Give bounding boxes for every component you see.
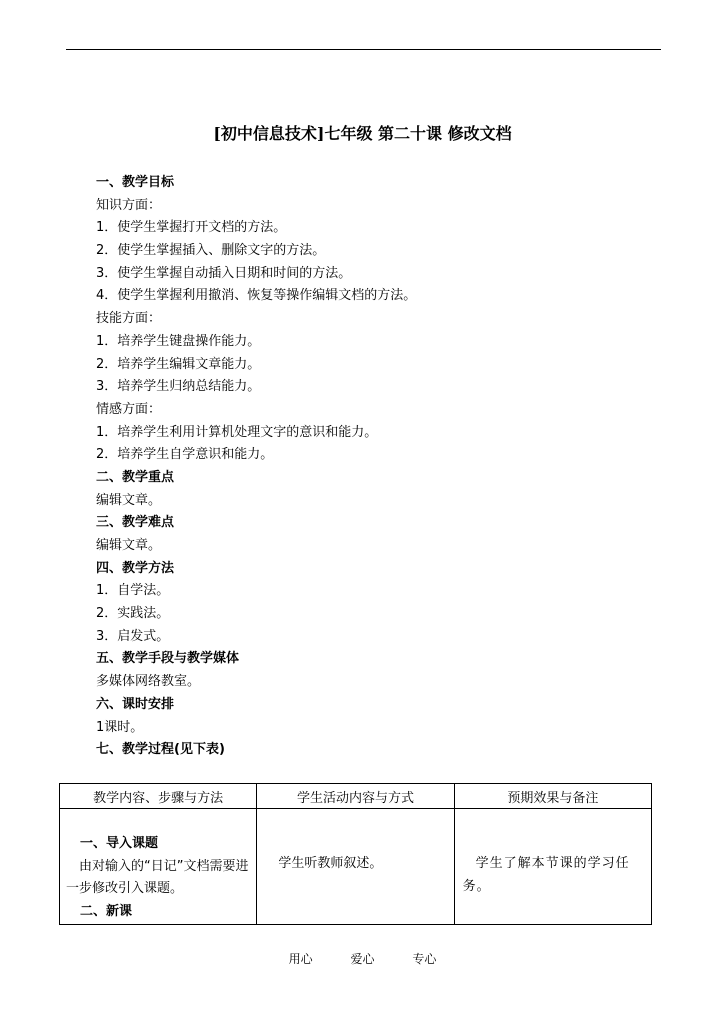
footer-word: 用心 — [288, 952, 313, 966]
body-line: 2．培养学生自学意识和能力。 — [96, 447, 274, 463]
footer-word: 专心 — [412, 952, 437, 966]
teaching-process-table — [59, 783, 652, 925]
body-line: 知识方面： — [96, 197, 162, 213]
section-heading: 二、教学重点 — [96, 469, 175, 485]
cell-text: 学生了解本节课的学习任务。 — [462, 856, 630, 894]
table-header-row — [60, 784, 652, 809]
section-heading: 六、课时安排 — [96, 696, 175, 712]
lesson-plan-body — [96, 172, 656, 762]
section-heading: 七、教学过程(见下表) — [96, 742, 225, 758]
body-line: 1．培养学生利用计算机处理文字的意识和能力。 — [96, 424, 378, 440]
body-line: 4．使学生掌握利用撤消、恢复等操作编辑文档的方法。 — [96, 288, 417, 304]
body-line: 3．培养学生归纳总结能力。 — [96, 379, 261, 395]
body-line: 3．启发式。 — [96, 628, 170, 644]
section-heading: 一、教学目标 — [96, 175, 175, 190]
page-footer — [0, 950, 725, 967]
table-row — [60, 809, 652, 925]
table-header-cell: 学生活动内容与方式 — [257, 784, 454, 809]
body-line: 编辑文章。 — [96, 492, 162, 508]
body-line: 1．自学法。 — [96, 583, 170, 599]
cell-subheading: 一、导入课题 — [80, 836, 159, 851]
footer-word: 爱心 — [350, 952, 375, 966]
section-heading: 五、教学手段与教学媒体 — [96, 651, 240, 667]
body-line: 2．培养学生编辑文章能力。 — [96, 356, 261, 372]
document-title: [初中信息技术]七年级 第二十课 修改文档 — [213, 124, 512, 143]
table-header-cell: 预期效果与备注 — [454, 784, 651, 809]
section-heading: 四、教学方法 — [96, 560, 175, 576]
table-header-cell: 教学内容、步骤与方法 — [60, 784, 257, 809]
body-line: 1．使学生掌握打开文档的方法。 — [96, 220, 287, 236]
body-line: 2．实践法。 — [96, 606, 170, 622]
cell-subheading: 二、新课 — [80, 904, 133, 920]
table-cell-content — [60, 809, 257, 925]
body-line: 技能方面： — [96, 311, 162, 327]
body-line: 2．使学生掌握插入、删除文字的方法。 — [96, 243, 326, 259]
header-rule — [66, 49, 661, 50]
body-line: 1．培养学生键盘操作能力。 — [96, 333, 261, 349]
body-line: 情感方面： — [96, 401, 162, 417]
body-line: 编辑文章。 — [96, 538, 162, 553]
body-line: 多媒体网络教室。 — [96, 674, 201, 690]
table-cell-notes — [454, 809, 651, 925]
body-line: 1课时。 — [96, 719, 144, 735]
cell-text: 由对输入的“日记”文档需要进一步修改引入课题。 — [66, 858, 249, 897]
section-heading: 三、教学难点 — [96, 515, 175, 531]
body-line: 3．使学生掌握自动插入日期和时间的方法。 — [96, 265, 352, 281]
table-cell-activity — [257, 809, 454, 925]
cell-text: 学生听教师叙述。 — [278, 856, 383, 871]
